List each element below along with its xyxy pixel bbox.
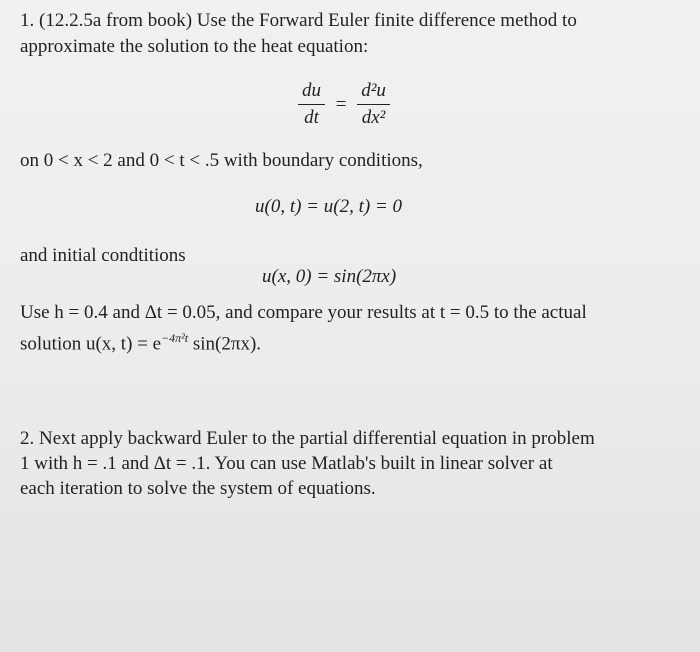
problem2-line2: 1 with h = .1 and Δt = .1. You can use Matlab's built in linear solver at — [20, 453, 553, 474]
initial-label: and initial condtitions — [20, 245, 186, 266]
solution-prefix: solution u(x, t) = e — [20, 333, 162, 355]
equals-sign: = — [335, 93, 347, 115]
heat-equation — [298, 80, 390, 129]
solution-suffix: sin(2πx). — [188, 333, 262, 355]
lhs-fraction — [298, 80, 325, 129]
solution-exponent: −4π²t — [161, 331, 189, 345]
rhs-denominator: dx² — [361, 107, 386, 128]
initial-equation: u(x, 0) = sin(2πx) — [262, 266, 397, 287]
use-line1: Use h = 0.4 and Δt = 0.05, and compare your results at t = 0.5 to the actual — [20, 302, 587, 323]
rhs-numerator: d²u — [357, 80, 390, 105]
rhs-fraction — [357, 80, 390, 129]
problem2-line1: 2. Next apply backward Euler to the partial differential equation in problem — [20, 428, 595, 449]
lhs-denominator: dt — [304, 107, 319, 128]
domain-line: on 0 < x < 2 and 0 < t < .5 with boundary conditions, — [20, 150, 423, 171]
problem2-line3: each iteration to solve the system of equations. — [20, 478, 376, 499]
problem1-line2: approximate the solution to the heat equation: — [20, 36, 369, 57]
problem1-line1: 1. (12.2.5a from book) Use the Forward Euler finite difference method to — [20, 10, 577, 31]
boundary-equation: u(0, t) = u(2, t) = 0 — [255, 196, 403, 217]
lhs-numerator: du — [298, 80, 325, 105]
use-line2 — [20, 326, 261, 356]
